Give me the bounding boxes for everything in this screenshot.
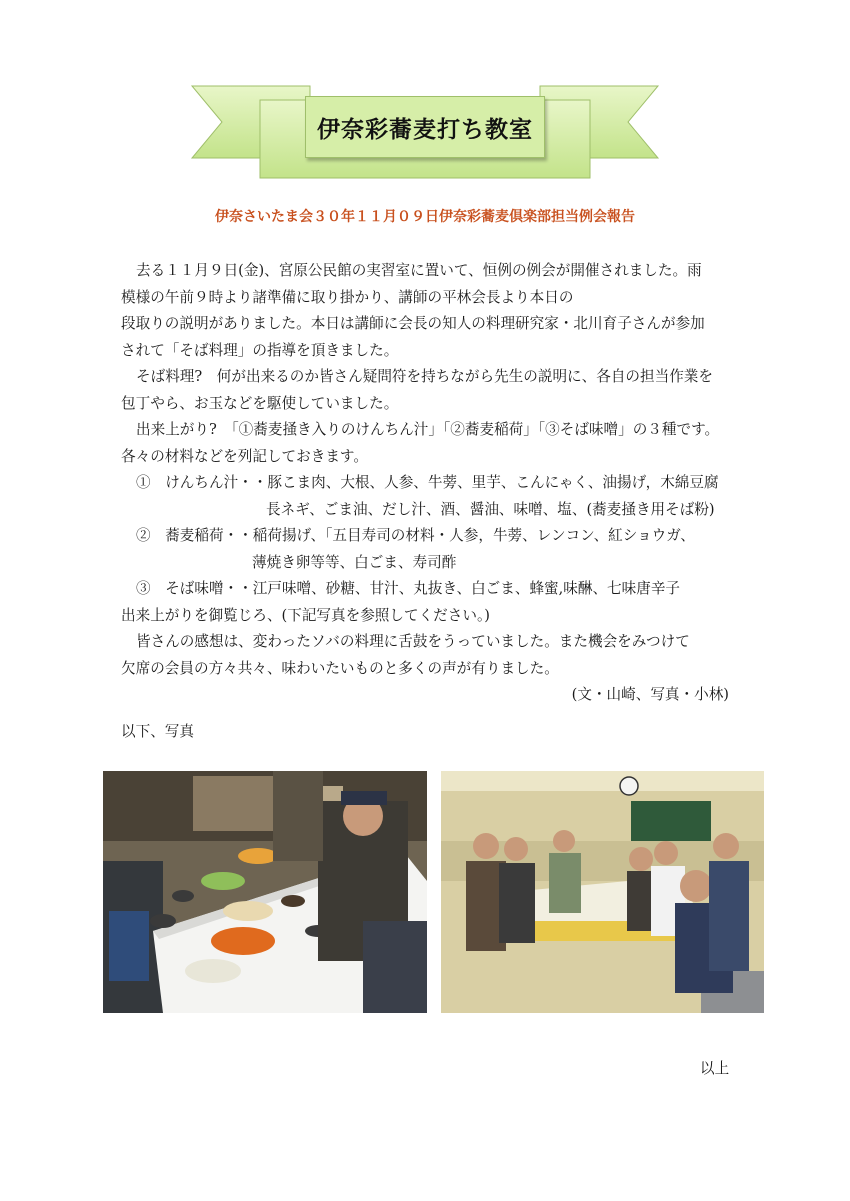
paragraph-line: そば料理? 何が出来るのか皆さん疑問符を持ちながら先生の説明に、各自の担当作業を <box>136 368 713 385</box>
paragraph-line: 欠席の会員の方々共々、味わいたいものと多くの声が有りました。 <box>121 659 559 677</box>
page-title: 伊奈彩蕎麦打ち教室 <box>317 115 533 143</box>
title-box <box>305 96 545 158</box>
paragraph-line: 包丁やら、お玉などを駆使していました。 <box>121 394 399 412</box>
cooking-photo-1 <box>103 771 427 1013</box>
group-photo-2 <box>441 771 764 1013</box>
report-subtitle: 伊奈さいたま会３０年１１月０９日伊奈彩蕎麦倶楽部担当例会報告 <box>215 209 635 225</box>
paragraph-line: 各々の材料などを列記しておきます。 <box>121 447 368 465</box>
paragraph-line: 出来上がり? 「①蕎麦掻き入りのけんちん汁」「②蕎麦稲荷」「③そば味噌」の３種です。 <box>136 421 720 438</box>
ingredient-line-2-cont: 薄焼き卵等等、白ごま、寿司酢 <box>252 553 457 571</box>
paragraph-line: 模様の午前９時より諸準備に取り掛かり、講師の平林会長より本日の <box>121 288 574 306</box>
end-mark: 以上 <box>700 1060 730 1077</box>
paragraph-line: 出来上がりを御覧じろ、(下記写真を参照してください。) <box>121 606 490 624</box>
ingredient-line-1: ① けんちん汁・・豚こま肉、大根、人参、牛蒡、里芋、こんにゃく、油揚げ，木綿豆腐 <box>136 474 719 491</box>
report-body <box>121 258 741 709</box>
ingredient-line-1-cont: 長ネギ、ごま油、だし汁、酒、醤油、味噌、塩、(蕎麦掻き用そば粉) <box>266 500 715 518</box>
paragraph-line: 去る１１月９日(金)、宮原公民館の実習室に置いて、恒例の例会が開催されました。雨 <box>136 262 702 279</box>
ingredient-line-3: ③ そば味噌・・江戸味噌、砂糖、甘汁、丸抜き、白ごま、蜂蜜,味醂、七味唐辛子 <box>136 580 681 597</box>
paragraph-line: 段取りの説明がありました。本日は講師に会長の知人の料理研究家・北川育子さんが参加 <box>121 315 705 332</box>
photos-label: 以下、写真 <box>121 723 194 740</box>
paragraph-line: 皆さんの感想は、変わったソバの料理に舌鼓をうっていました。また機会をみつけて <box>136 633 690 650</box>
paragraph-line: されて「そば料理」の指導を頂きました。 <box>121 341 399 359</box>
credit-line: (文・山崎、写真・小林) <box>571 686 729 703</box>
ingredient-line-2: ② 蕎麦稲荷・・稲荷揚げ、「五目寿司の材料・人参，牛蒡、レンコン、紅ショウガ、 <box>136 527 695 544</box>
